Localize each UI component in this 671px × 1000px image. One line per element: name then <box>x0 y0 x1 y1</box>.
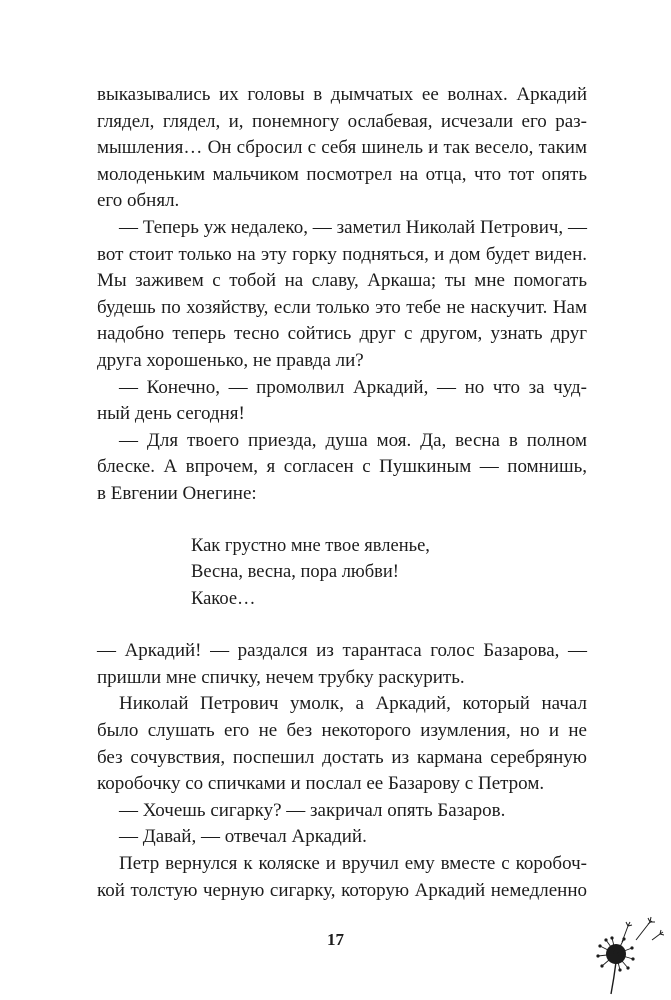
text-line: молоденьким мальчиком посмотрел на отца, что тот опять <box>97 163 587 185</box>
text-line: — Конечно, — промолвил Аркадий, — но что за чуд- <box>119 376 587 398</box>
text-line: — Давай, — отвечал Аркадий. <box>119 826 367 848</box>
text-line: в Евгении Онегине: <box>97 482 257 504</box>
text-line: его обнял. <box>97 190 180 212</box>
text-line: — Аркадий! — раздался из тарантаса голос Базарова, — <box>97 640 587 662</box>
verse-block <box>191 533 587 613</box>
text-line: ный день сегодня! <box>97 403 245 425</box>
page-body <box>97 82 587 904</box>
text-line: надобно теперь тесно сойтись друг с другом, узнать друг <box>97 323 587 345</box>
text-line: было слушать его не без некоторого изумления, но и не <box>97 720 587 742</box>
text-line: будешь по хозяйству, если только это тебе не наскучит. Нам <box>97 296 587 318</box>
text-line: — Теперь уж недалеко, — заметил Николай Петрович, — <box>119 216 587 238</box>
text-line: выказывались их головы в дымчатых ее волнах. Аркадий <box>97 84 587 105</box>
dandelion-icon <box>592 912 664 996</box>
page-number: 17 <box>327 930 344 949</box>
text-line: вот стоит только на эту горку подняться, и дом будет виден. <box>97 243 587 265</box>
text-line: кой толстую черную сигарку, которую Аркадий немедленно <box>97 879 587 901</box>
text-line: коробочку со спичками и послал ее Базарову с Петром. <box>97 773 545 795</box>
text-line: Николай Петрович умолк, а Аркадий, который начал <box>119 693 587 715</box>
text-line: — Хочешь сигарку? — закричал опять Базаров. <box>119 799 506 821</box>
text-block-bottom <box>97 638 587 904</box>
text-line: мышления… Он сбросил с себя шинель и так весело, таким <box>97 137 587 159</box>
text-line: глядел, глядел, и, понемногу ослабевая, исчезали его раз- <box>97 110 587 132</box>
text-line: друга хорошенько, не правда ли? <box>97 349 364 371</box>
verse-line: Как грустно мне твое явленье, <box>191 535 430 556</box>
verse-line: Весна, весна, пора любви! <box>191 562 399 583</box>
text-line: блеске. А впрочем, я согласен с Пушкиным — помнишь, <box>97 456 587 478</box>
text-line: пришли мне спичку, нечем трубку раскурить. <box>97 666 465 688</box>
verse-line: Какое… <box>191 588 256 609</box>
text-line: Петр вернулся к коляске и вручил ему вместе с коробоч- <box>119 853 587 875</box>
text-line: без сочувствия, поспешил достать из кармана серебряную <box>97 746 587 768</box>
text-line: — Для твоего приезда, душа моя. Да, весна в полном <box>119 429 587 451</box>
text-block-top <box>97 82 587 508</box>
text-line: Мы заживем с тобой на славу, Аркаша; ты мне помогать <box>97 270 587 292</box>
